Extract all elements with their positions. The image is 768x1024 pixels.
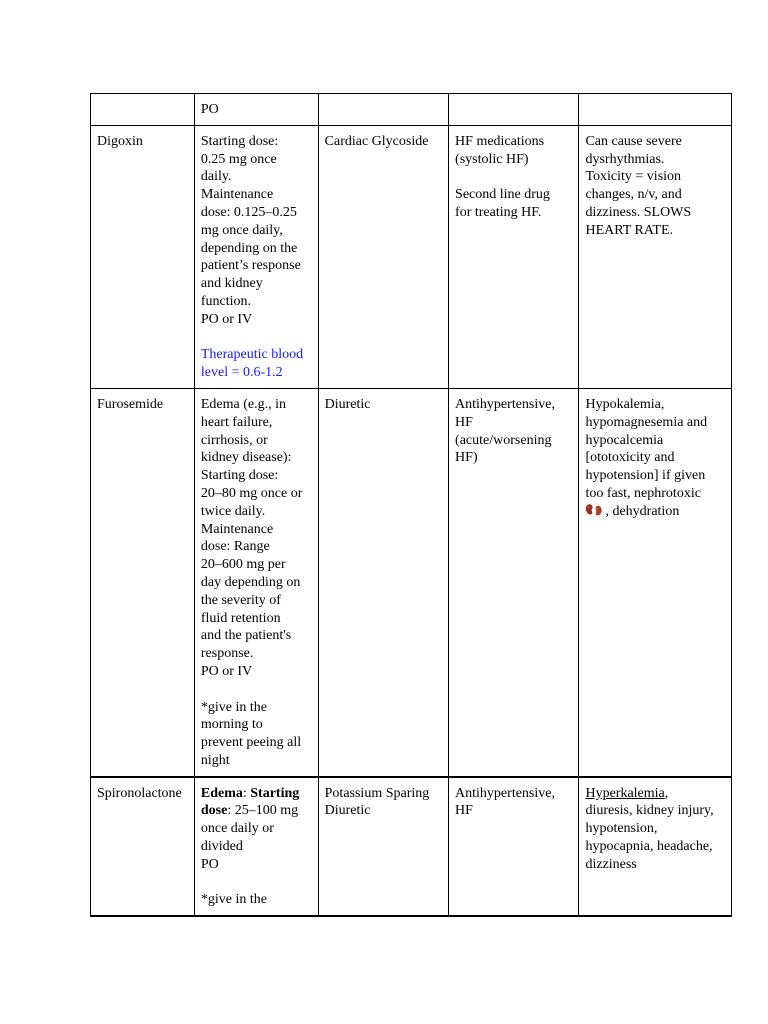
class-cell [318,94,448,126]
class-cell: Potassium Sparing Diuretic [318,777,448,917]
class-cell: Cardiac Glycoside [318,125,448,388]
effects-cell: Hypokalemia, hypomagnesemia and hypocalcemia [ototoxicity and hypotension] if given too fast, nephrotoxic , dehydration [579,388,732,776]
table-row-spironolactone [91,777,732,917]
table-row [91,94,732,126]
drug-name-cell: Furosemide [91,388,195,776]
use-cell [449,94,579,126]
drug-name-cell [91,94,195,126]
hyperkalemia-underlined: Hyperkalemia [585,785,665,801]
kidney-emoji-icon [585,503,603,517]
drug-name-cell: Digoxin [91,125,195,388]
medication-table [90,93,732,917]
class-cell: Diuretic [318,388,448,776]
dose-cell: Edema: Starting dose: 25–100 mg once daily or divided PO *give in the [194,777,318,917]
dose-cell: PO [194,94,318,126]
table-row-furosemide [91,388,732,776]
dose-cell: Starting dose: 0.25 mg once daily. Maintenance dose: 0.125–0.25 mg once daily, depending on the patient’s response and kidney function. PO or IV Therapeutic blood level = 0.6-1.2 [194,125,318,388]
effects-cell: Can cause severe dysrhythmias. Toxicity = vision changes, n/v, and dizziness. SLOWS HEART RATE. [579,125,732,388]
use-cell: Antihypertensive, HF (acute/worsening HF) [449,388,579,776]
use-cell: HF medications (systolic HF) Second line drug for treating HF. [449,125,579,388]
effects-cell [579,94,732,126]
therapeutic-level-note: Therapeutic blood [200,347,304,363]
use-cell: Antihypertensive, HF [449,777,579,917]
drug-name-cell: Spironolactone [91,777,195,917]
table-row-digoxin [91,125,732,388]
dose-cell: Edema (e.g., in heart failure, cirrhosis, or kidney disease): Starting dose: 20–80 mg once or twice daily. Maintenance dose: Range 20–600 mg per day depending on the severity of fluid retention and the patient's response. PO or IV *give in the morning to prevent peeing all night [194,388,318,776]
effects-cell: Hyperkalemia, diuresis, kidney injury, hypotension, hypocapnia, headache, dizziness [579,777,732,917]
